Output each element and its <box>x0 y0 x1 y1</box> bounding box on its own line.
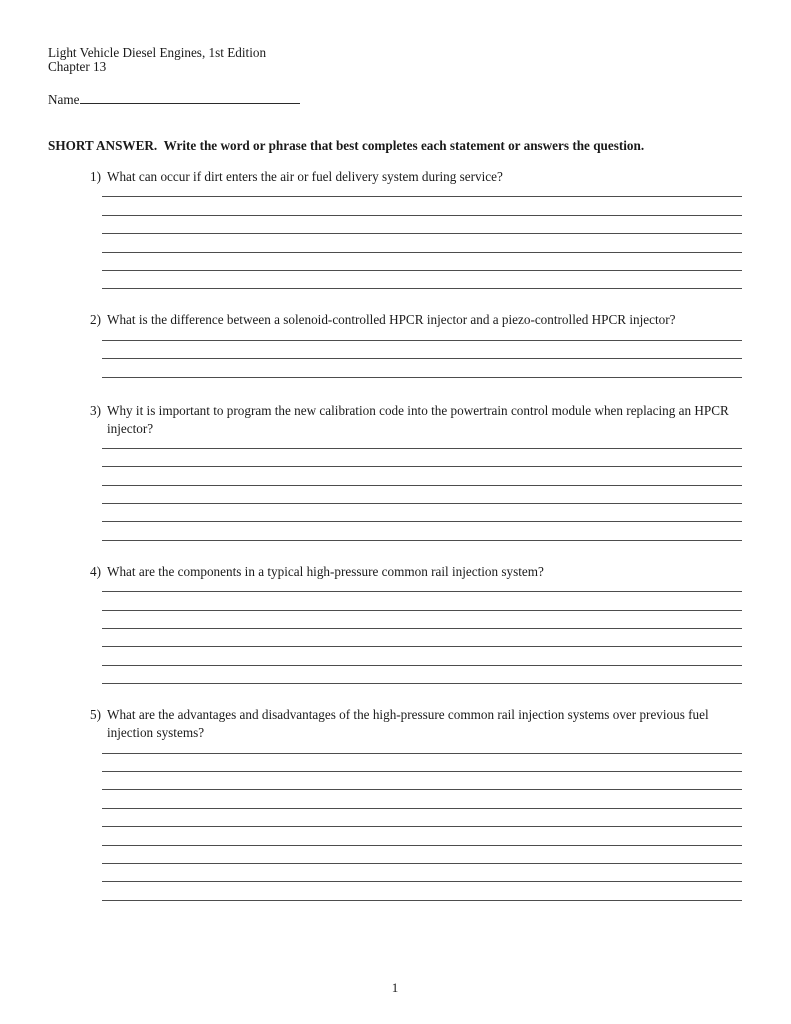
answer-line <box>102 790 742 808</box>
answer-line <box>102 197 742 215</box>
question-text: What are the components in a typical high-pressure common rail injection system? <box>107 563 544 579</box>
name-label: Name <box>48 92 80 107</box>
question-number: 4) <box>90 563 101 579</box>
question-text-row <box>90 563 742 581</box>
question-text: Why it is important to program the new calibration code into the powertrain control module when replacing an HPCR injector? <box>107 402 729 436</box>
question-text-row <box>90 402 742 438</box>
question-2 <box>48 311 742 377</box>
answer-line <box>102 882 742 900</box>
answer-line <box>102 234 742 252</box>
question-text-row <box>90 311 742 329</box>
answer-lines-group <box>102 735 742 901</box>
section-heading: SHORT ANSWER. Write the word or phrase that best completes each statement or answers the question. <box>48 138 645 153</box>
answer-line <box>102 359 742 377</box>
answer-line <box>102 809 742 827</box>
answer-line <box>102 253 742 271</box>
answer-line <box>102 611 742 629</box>
answer-line <box>102 486 742 504</box>
answer-line <box>102 647 742 665</box>
answer-line <box>102 449 742 467</box>
answer-line <box>102 216 742 234</box>
question-text-row <box>90 706 742 742</box>
chapter-label: Chapter 13 <box>48 59 107 74</box>
answer-line <box>102 754 742 772</box>
answer-line <box>102 504 742 522</box>
answer-lines-group <box>102 322 742 377</box>
document-header <box>48 46 742 74</box>
question-3 <box>48 402 742 541</box>
name-blank-line <box>80 90 300 104</box>
answer-line <box>102 666 742 684</box>
question-number: 2) <box>90 312 101 328</box>
answer-line <box>102 827 742 845</box>
answer-lines-group <box>102 431 742 541</box>
book-title: Light Vehicle Diesel Engines, 1st Edition <box>48 45 267 60</box>
question-text: What are the advantages and disadvantages of the high-pressure common rail injection systems over previous fuel injection systems? <box>107 707 709 741</box>
answer-line <box>102 522 742 540</box>
question-number: 1) <box>90 169 101 184</box>
name-row <box>48 90 742 108</box>
question-text-row <box>90 168 742 186</box>
page-number: 1 <box>391 979 399 995</box>
answer-line <box>102 271 742 289</box>
answer-line <box>102 467 742 485</box>
answer-line <box>102 592 742 610</box>
answer-line <box>102 341 742 359</box>
answer-line <box>102 864 742 882</box>
answer-lines-group <box>102 179 742 289</box>
answer-line <box>102 629 742 647</box>
answer-line <box>102 846 742 864</box>
question-5 <box>48 706 742 901</box>
question-number: 3) <box>90 402 101 418</box>
question-4 <box>48 563 742 684</box>
question-text: What is the difference between a solenoid-controlled HPCR injector and a piezo-controlled HPCR injector? <box>107 312 676 328</box>
answer-line <box>102 772 742 790</box>
answer-lines-group <box>102 574 742 684</box>
question-1 <box>48 168 742 289</box>
question-text: What can occur if dirt enters the air or fuel delivery system during service? <box>107 169 503 184</box>
questions-list <box>48 168 742 901</box>
question-number: 5) <box>90 707 101 723</box>
